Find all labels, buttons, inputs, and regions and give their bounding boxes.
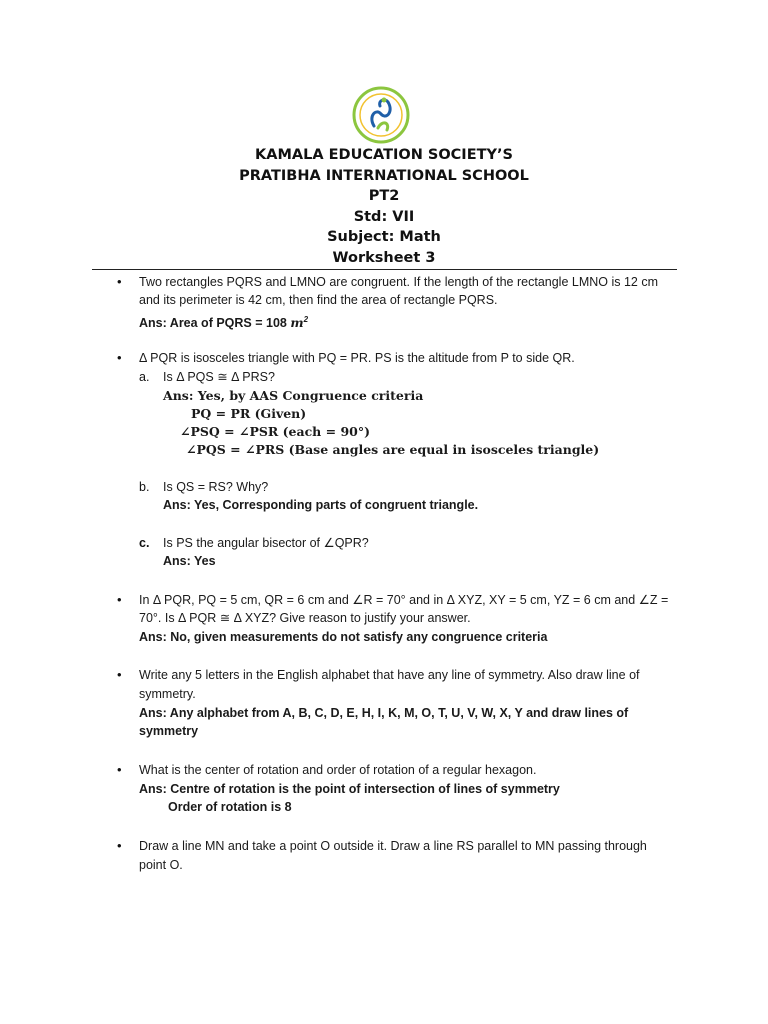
q2b-label: b. — [139, 480, 150, 494]
subject: Subject: Math — [327, 229, 441, 246]
q2-stem: Δ PQR is isosceles triangle with PQ = PR. PS is the altitude from P to side QR. — [139, 351, 575, 365]
q5-answer-line2: Order of rotation is 8 — [168, 800, 292, 814]
q2a-label: a. — [139, 370, 150, 384]
bullet-icon: • — [117, 274, 122, 289]
worksheet-title: Worksheet 3 — [332, 249, 436, 266]
q3-line1: In Δ PQR, PQ = 5 cm, QR = 6 cm and ∠R = 70° and in Δ XYZ, XY = 5 cm, YZ = 6 cm and ∠Z = — [139, 593, 669, 607]
q2a-answer-line4: ∠PQS = ∠PRS (Base angles are equal in isosceles triangle) — [186, 442, 600, 457]
q5-line1: What is the center of rotation and order of rotation of a regular hexagon. — [139, 763, 537, 777]
q1-answer-exponent: 2 — [303, 315, 309, 324]
q4-line2: symmetry. — [139, 687, 196, 701]
bullet-icon: • — [117, 762, 122, 777]
q2c-question: Is PS the angular bisector of ∠QPR? — [163, 536, 369, 550]
q1-line2: and its perimeter is 42 cm, then find the area of rectangle PQRS. — [139, 293, 498, 307]
q1-answer-text: Ans: Area of PQRS = 108 — [139, 316, 291, 331]
q1-answer-unit: m — [290, 315, 304, 331]
q4-line1: Write any 5 letters in the English alphabet that have any line of symmetry. Also draw line of — [139, 668, 640, 682]
q1-line1: Two rectangles PQRS and LMNO are congruent. If the length of the rectangle LMNO is 12 cm — [139, 275, 659, 289]
q5-answer-line1: Ans: Centre of rotation is the point of intersection of lines of symmetry — [139, 782, 560, 796]
q1-answer — [139, 312, 308, 331]
q2a-answer-line3: ∠PSQ = ∠PSR (each = 90°) — [180, 424, 371, 439]
q4-answer-line1: Ans: Any alphabet from A, B, C, D, E, H, I, K, M, O, T, U, V, W, X, Y and draw lines of — [139, 706, 629, 720]
bullet-icon: • — [117, 350, 122, 365]
bullet-icon: • — [117, 838, 122, 853]
q2a-question: Is Δ PQS ≅ Δ PRS? — [163, 370, 275, 384]
standard: Std: VII — [353, 208, 415, 225]
test-name: PT2 — [368, 188, 400, 205]
bullet-icon: • — [117, 667, 122, 682]
q6-line1: Draw a line MN and take a point O outside it. Draw a line RS parallel to MN passing through — [139, 839, 647, 853]
q2c-label: c. — [139, 536, 150, 550]
q2b-answer: Ans: Yes, Corresponding parts of congruent triangle. — [163, 498, 479, 512]
q4-answer-line2: symmetry — [139, 724, 199, 738]
q2c-answer: Ans: Yes — [163, 554, 216, 568]
q3-line2: 70°. Is Δ PQR ≅ Δ XYZ? Give reason to justify your answer. — [139, 611, 471, 625]
q2a-answer-line2: PQ = PR (Given) — [191, 406, 307, 421]
q3-answer: Ans: No, given measurements do not satisfy any congruence criteria — [139, 630, 548, 644]
q2a-answer-line1: Ans: Yes, by AAS Congruence criteria — [163, 388, 424, 403]
school-name: PRATIBHA INTERNATIONAL SCHOOL — [239, 167, 529, 184]
bullet-icon: • — [117, 592, 122, 607]
q6-line2: point O. — [139, 858, 183, 872]
society-name: KAMALA EDUCATION SOCIETY’S — [255, 147, 513, 163]
q2b-question: Is QS = RS? Why? — [163, 480, 269, 494]
